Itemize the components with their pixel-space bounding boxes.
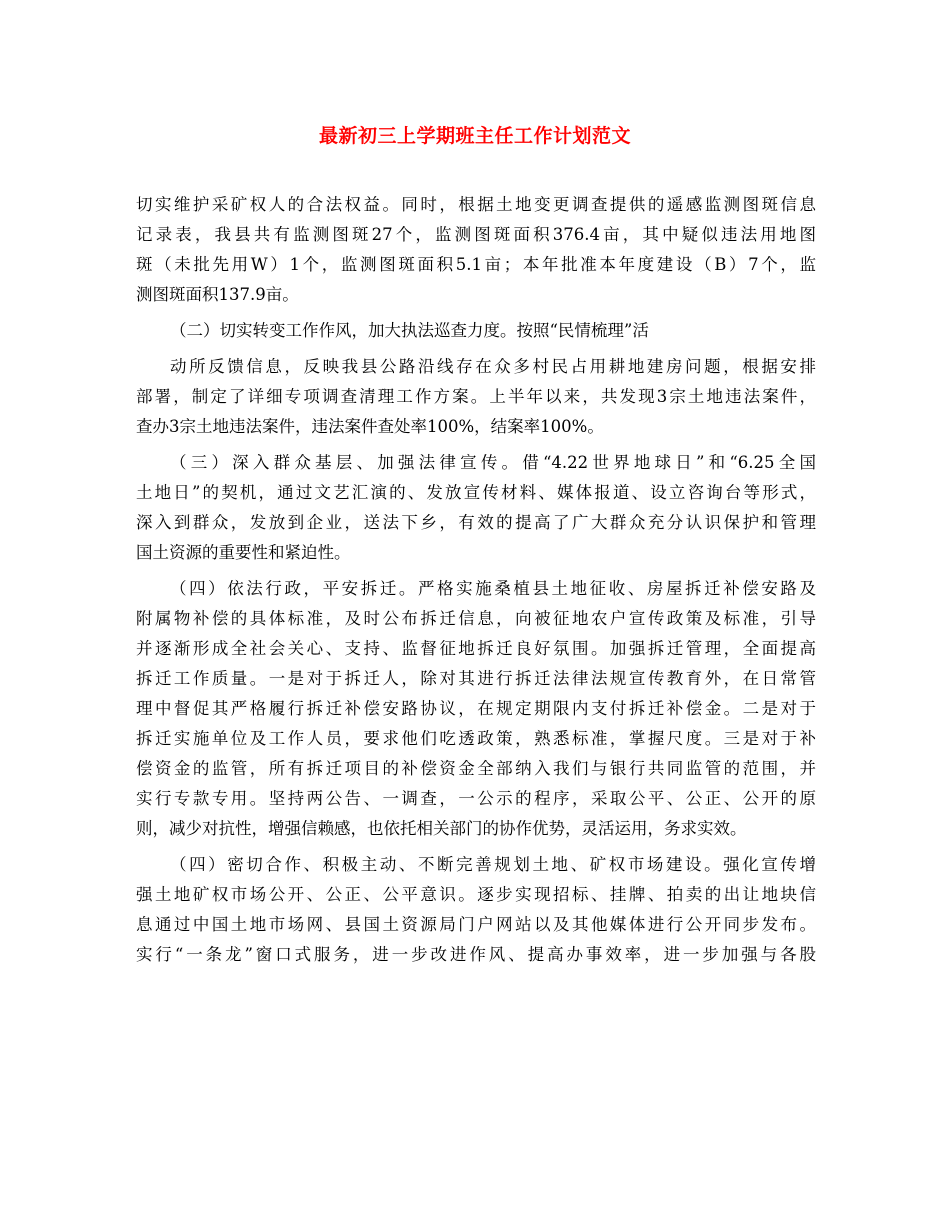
text-line: 强土地矿权市场公开、公正、公平意识。逐步实现招标、挂牌、拍卖的出让地块信 [136, 885, 816, 904]
text-line: 则，减少对抗性，增强信赖感，也依托相关部门的协作优势，灵活运用，务求实效。 [136, 819, 747, 838]
text-line: 并逐渐形成全社会关心、支持、监督征地拆迁良好氛围。加强拆迁管理，全面提高 [136, 639, 816, 658]
text-line: 切实维护采矿权人的合法权益。同时，根据土地变更调查提供的遥感监测图斑信息 [136, 195, 816, 214]
text-line: 理中督促其严格履行拆迁补偿安路协议，在规定期限内支付拆迁补偿金。二是对于 [136, 699, 816, 718]
text-line: 记录表，我县共有监测图斑27个，监测图斑面积376.4亩，其中疑似违法用地图 [136, 225, 816, 244]
text-line: 拆迁实施单位及工作人员，要求他们吃透政策，熟悉标准，掌握尺度。三是对于补 [136, 729, 816, 748]
text-line: 附属物补偿的具体标准，及时公布拆迁信息，向被征地农户宣传政策及标准，引导 [136, 609, 816, 628]
text-line: （四）密切合作、积极主动、不断完善规划土地、矿权市场建设。强化宣传增 [170, 855, 816, 874]
text-line: 深入到群众，发放到企业，送法下乡，有效的提高了广大群众充分认识保护和管理 [136, 513, 816, 532]
text-line: 测图斑面积137.9亩。 [136, 285, 299, 304]
text-line: 部署，制定了详细专项调查清理工作方案。上半年以来，共发现3宗土地违法案件， [136, 387, 816, 406]
paragraph-1 [136, 190, 816, 310]
text-line: 国土资源的重要性和紧迫性。 [136, 543, 351, 562]
paragraph-4 [136, 448, 816, 568]
text-line: （二）切实转变工作作风，加大执法巡查力度。按照“民情梳理”活 [170, 321, 649, 340]
text-line: 斑（未批先用W）1个，监测图斑面积5.1亩；本年批准本年度建设（B）7个，监 [136, 255, 816, 274]
document-body [136, 190, 816, 970]
text-line: （四）依法行政，平安拆迁。严格实施桑植县土地征收、房屋拆迁补偿安路及 [170, 579, 816, 598]
text-line: 实行“一条龙”窗口式服务，进一步改进作风、提高办事效率，进一步加强与各股 [136, 945, 816, 964]
text-line: 土地日”的契机，通过文艺汇演的、发放宣传材料、媒体报道、设立咨询台等形式， [136, 483, 816, 502]
text-line: 动所反馈信息，反映我县公路沿线存在众多村民占用耕地建房问题，根据安排 [170, 357, 816, 376]
paragraph-3 [136, 352, 816, 442]
text-line: 息通过中国土地市场网、县国土资源局门户网站以及其他媒体进行公开同步发布。 [136, 915, 816, 934]
text-line: （三）深入群众基层、加强法律宣传。借“4.22世界地球日”和“6.25全国 [170, 453, 816, 472]
paragraph-2 [136, 316, 816, 346]
paragraph-6 [136, 850, 816, 970]
text-line: 偿资金的监管，所有拆迁项目的补偿资金全部纳入我们与银行共同监管的范围，并 [136, 759, 816, 778]
paragraph-5 [136, 574, 816, 844]
text-line: 实行专款专用。坚持两公告、一调查，一公示的程序，采取公平、公正、公开的原 [136, 789, 816, 808]
document-title: 最新初三上学期班主任工作计划范文 [318, 125, 631, 147]
text-line: 拆迁工作质量。一是对于拆迁人，除对其进行拆迁法律法规宣传教育外，在日常管 [136, 669, 816, 688]
text-line: 查办3宗土地违法案件，违法案件查处率100%，结案率100%。 [136, 417, 604, 436]
